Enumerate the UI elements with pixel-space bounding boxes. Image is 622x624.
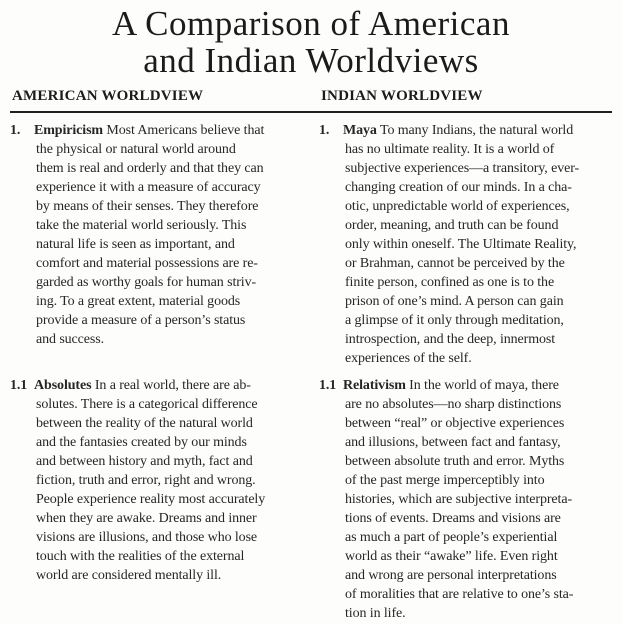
section-number: 1. <box>319 123 330 138</box>
section-indian-maya <box>319 121 612 368</box>
section-number: 1.1 <box>10 378 28 393</box>
section-term: Maya <box>343 123 377 138</box>
section-text: Most Americans believe that the physical or natural world around them is real and orderly and that they can experience it with a measure of accuracy by means of their senses. They therefore take the material world seriously. This natural life is seen as important, and comfort and material possessions are re- garded as worthy goals for human striv- ing. To a great extent, material goods provide a measure of a person’s status and success. <box>36 123 265 347</box>
section-term: Empiricism <box>34 123 103 138</box>
column-headers-row <box>10 88 612 104</box>
section-term: Relativism <box>343 378 406 393</box>
divider-rule <box>10 111 612 113</box>
section-text: In a real world, there are ab- solutes. There is a categorical difference between the reality of the natural world and the fantasies created by our minds and between history and myth, fact and fiction, truth and error, right and wrong. People experience reality most accurately when they are awake. Dreams and inner visions are illusions, and those who lose touch with the realities of the external world are considered mentally ill. <box>36 378 266 583</box>
column-header-american: AMERICAN WORLDVIEW <box>12 88 204 104</box>
section-number: 1.1 <box>319 378 337 393</box>
section-indian-relativism <box>319 376 612 623</box>
section-number: 1. <box>10 123 21 138</box>
comparison-body <box>10 121 612 623</box>
section-term: Absolutes <box>34 378 92 393</box>
section-american-absolutes <box>10 376 303 623</box>
page-title-line1: A Comparison of American <box>112 4 510 43</box>
page-title-line2: and Indian Worldviews <box>143 41 479 80</box>
column-header-indian: INDIAN WORLDVIEW <box>321 88 483 104</box>
section-american-empiricism <box>10 121 303 368</box>
section-text: To many Indians, the natural world has no ultimate reality. It is a world of subjective experiences—a transitory, ever- changing creation of our minds. In a cha- otic, unpredictable world of experiences, order, meaning, and truth can be found only within oneself. The Ultimate Reality, or Brahman, cannot be perceived by the finite person, confined as one is to the prison of one’s mind. A person can gain a glimpse of it only through meditation, introspection, and the deep, innermost experiences of the self. <box>345 123 580 366</box>
page-title <box>10 0 612 79</box>
section-text: In the world of maya, there are no absolutes—no sharp distinctions between “real” or objective experiences and illusions, between fact and fantasy, between absolute truth and error. Myths of the past merge imperceptibly into histories, which are subjective interpreta- tions of events. Dreams and visions are as much a part of people’s experiential world as their “awake” life. Even right and wrong are personal interpretations of moralities that are relative to one’s sta- tion in life. <box>345 378 574 621</box>
